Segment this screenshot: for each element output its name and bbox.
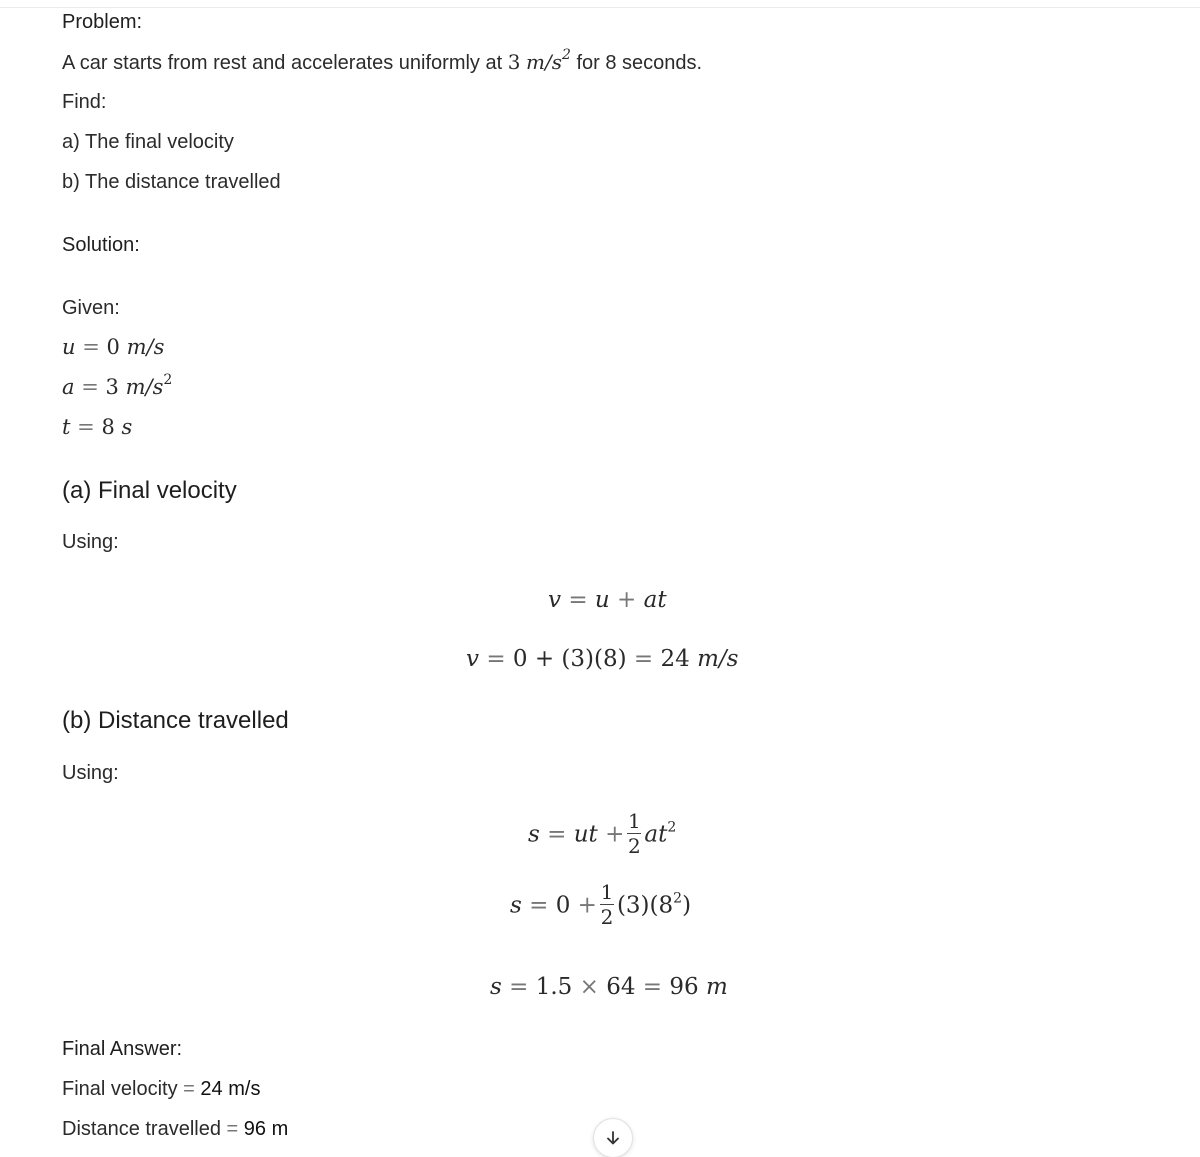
part-b-heading: (b) Distance travelled: [62, 707, 289, 734]
part-b-using: Using:: [62, 762, 119, 784]
find-item-a: a) The final velocity: [62, 131, 234, 153]
problem-statement: [62, 47, 703, 75]
distance-substitution: s = 0 + $\frac{1}{2}$ $(3)(8^2)$: [510, 880, 692, 929]
statement-unit: m/s: [526, 50, 562, 74]
given-label: Given:: [62, 297, 120, 319]
final-velocity-line: Final velocity = 24 m/s: [62, 1078, 261, 1100]
statement-value: 3: [507, 50, 521, 74]
velocity-formula: v = u + at: [548, 587, 667, 613]
statement-post: for 8 seconds.: [576, 52, 703, 74]
statement-pre: A car starts from rest and accelerates uniformly at: [62, 52, 503, 74]
statement-unit-exp: 2: [562, 47, 571, 63]
part-a-using: Using:: [62, 531, 119, 553]
find-label: Find:: [62, 91, 107, 113]
velocity-substitution: v = 0 + (3)(8) = 24 m/s: [466, 646, 739, 672]
distance-formula: s = ut + $\frac{1}{2}$ $at^2$: [528, 809, 677, 858]
part-a-heading: (a) Final velocity: [62, 477, 237, 504]
arrow-down-icon: [604, 1129, 622, 1147]
final-answer-heading: Final Answer:: [62, 1038, 183, 1060]
distance-travelled-line: Distance travelled = 96 m: [62, 1118, 289, 1140]
given-t: t = 8 s: [62, 415, 133, 439]
problem-heading: Problem:: [62, 11, 143, 33]
distance-result: s = 1.5 × 64 = 96 m: [490, 974, 728, 1000]
find-item-b: b) The distance travelled: [62, 171, 281, 193]
top-divider: [0, 7, 1200, 8]
given-u: u = 0 m/s: [62, 335, 165, 359]
scroll-to-bottom-button[interactable]: [593, 1118, 633, 1157]
solution-heading: Solution:: [62, 234, 140, 256]
given-a: a = 3 $m/s^2$: [62, 372, 173, 399]
